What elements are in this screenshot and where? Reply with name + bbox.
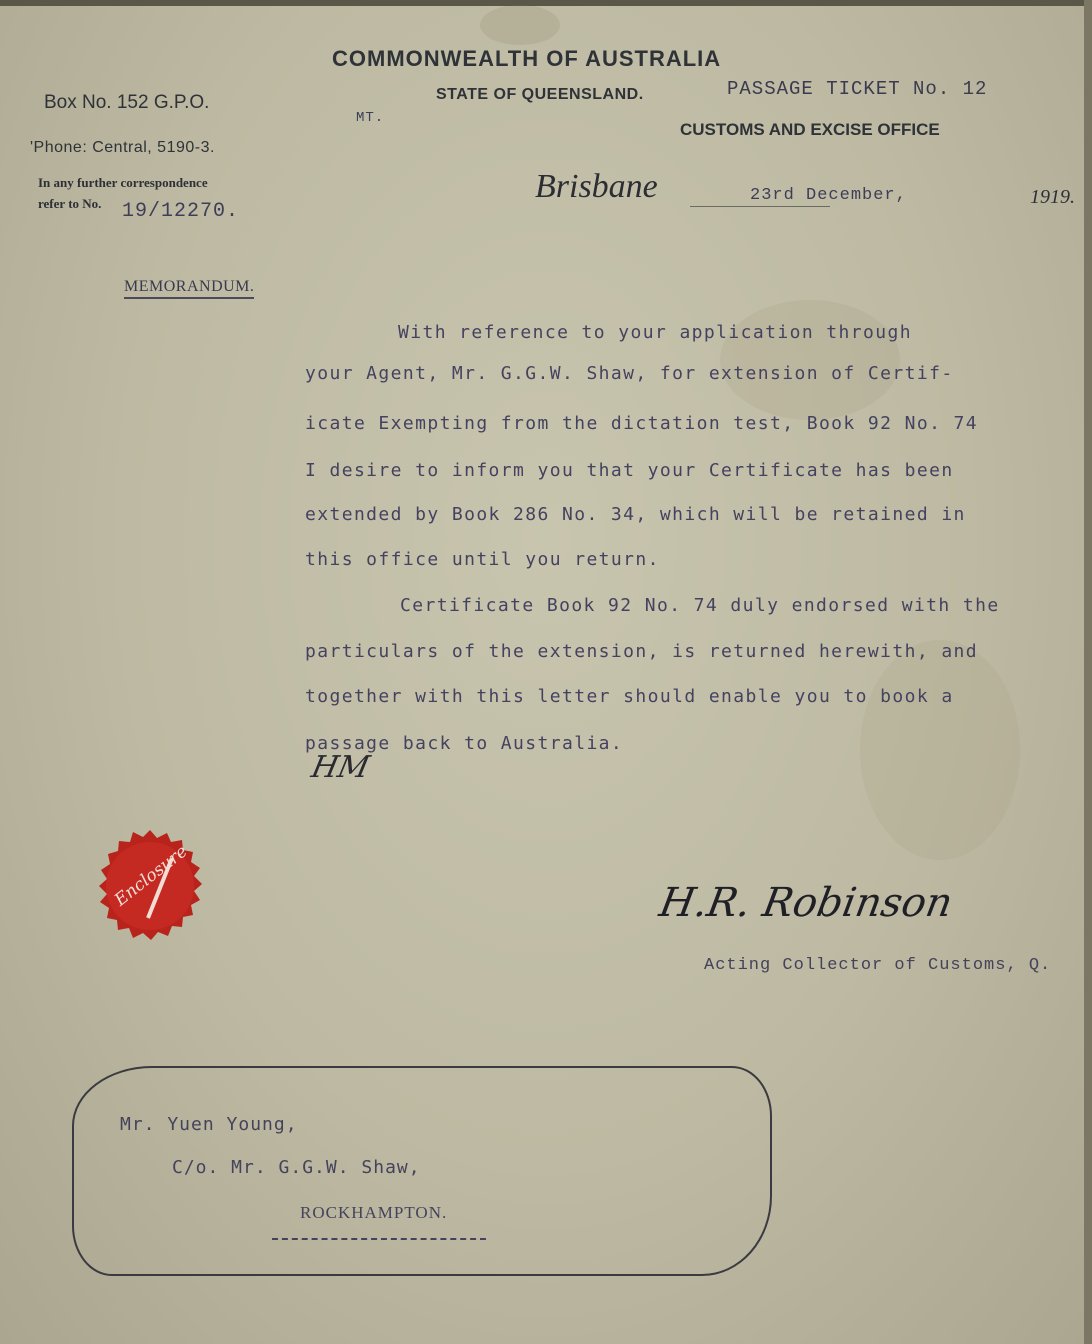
body-line: passage back to Australia. [305, 733, 624, 754]
right-edge [1084, 0, 1092, 1344]
letter-date: 23rd December, [750, 186, 907, 205]
reference-number: 19/12270. [122, 200, 240, 223]
body-line: Certificate Book 92 No. 74 duly endorsed with the [400, 595, 1000, 616]
letter-year: 1919. [1030, 186, 1075, 208]
signature: H.R. Robinson [655, 880, 956, 926]
address-underline [272, 1238, 486, 1240]
top-edge [0, 0, 1092, 6]
paper-stain [860, 640, 1020, 860]
commonwealth-heading: COMMONWEALTH OF AUSTRALIA [332, 46, 722, 71]
body-line: particulars of the extension, is returned herewith, and [305, 641, 979, 662]
recipient-city: ROCKHAMPTON. [300, 1203, 448, 1222]
date-rule [690, 206, 830, 207]
refer-label: refer to No. [38, 196, 102, 211]
seal-label: Enclosure [111, 841, 192, 911]
body-line: icate Exempting from the dictation test, Book 92 No. 74 [305, 413, 979, 434]
handwritten-initials: HM [308, 750, 373, 785]
typist-initials: MT. [356, 110, 385, 126]
state-heading: STATE OF QUEENSLAND. [436, 86, 644, 103]
signatory-title: Acting Collector of Customs, Q. [704, 956, 1052, 975]
body-line: extended by Book 286 No. 34, which will be retained in [305, 504, 966, 525]
body-line: With reference to your application through [398, 322, 912, 343]
body-line: together with this letter should enable you to book a [305, 686, 954, 707]
office-heading: CUSTOMS AND EXCISE OFFICE [680, 120, 940, 139]
passage-ticket: PASSAGE TICKET No. 12 [727, 78, 988, 100]
memorandum-heading: MEMORANDUM. [124, 278, 254, 299]
box-number: Box No. 152 G.P.O. [44, 92, 210, 113]
place-name: Brisbane [535, 168, 658, 205]
body-line: this office until you return. [305, 549, 660, 570]
paper-stain [720, 300, 900, 420]
body-line: your Agent, Mr. G.G.W. Shaw, for extension of Certif- [305, 363, 954, 384]
phone-number: 'Phone: Central, 5190-3. [30, 139, 215, 156]
correspondence-note: In any further correspondence [38, 175, 208, 190]
paper-stain [480, 5, 560, 45]
body-line: I desire to inform you that your Certificate has been [305, 460, 954, 481]
recipient-name: Mr. Yuen Young, [120, 1114, 298, 1135]
recipient-care-of: C/o. Mr. G.G.W. Shaw, [172, 1157, 421, 1178]
